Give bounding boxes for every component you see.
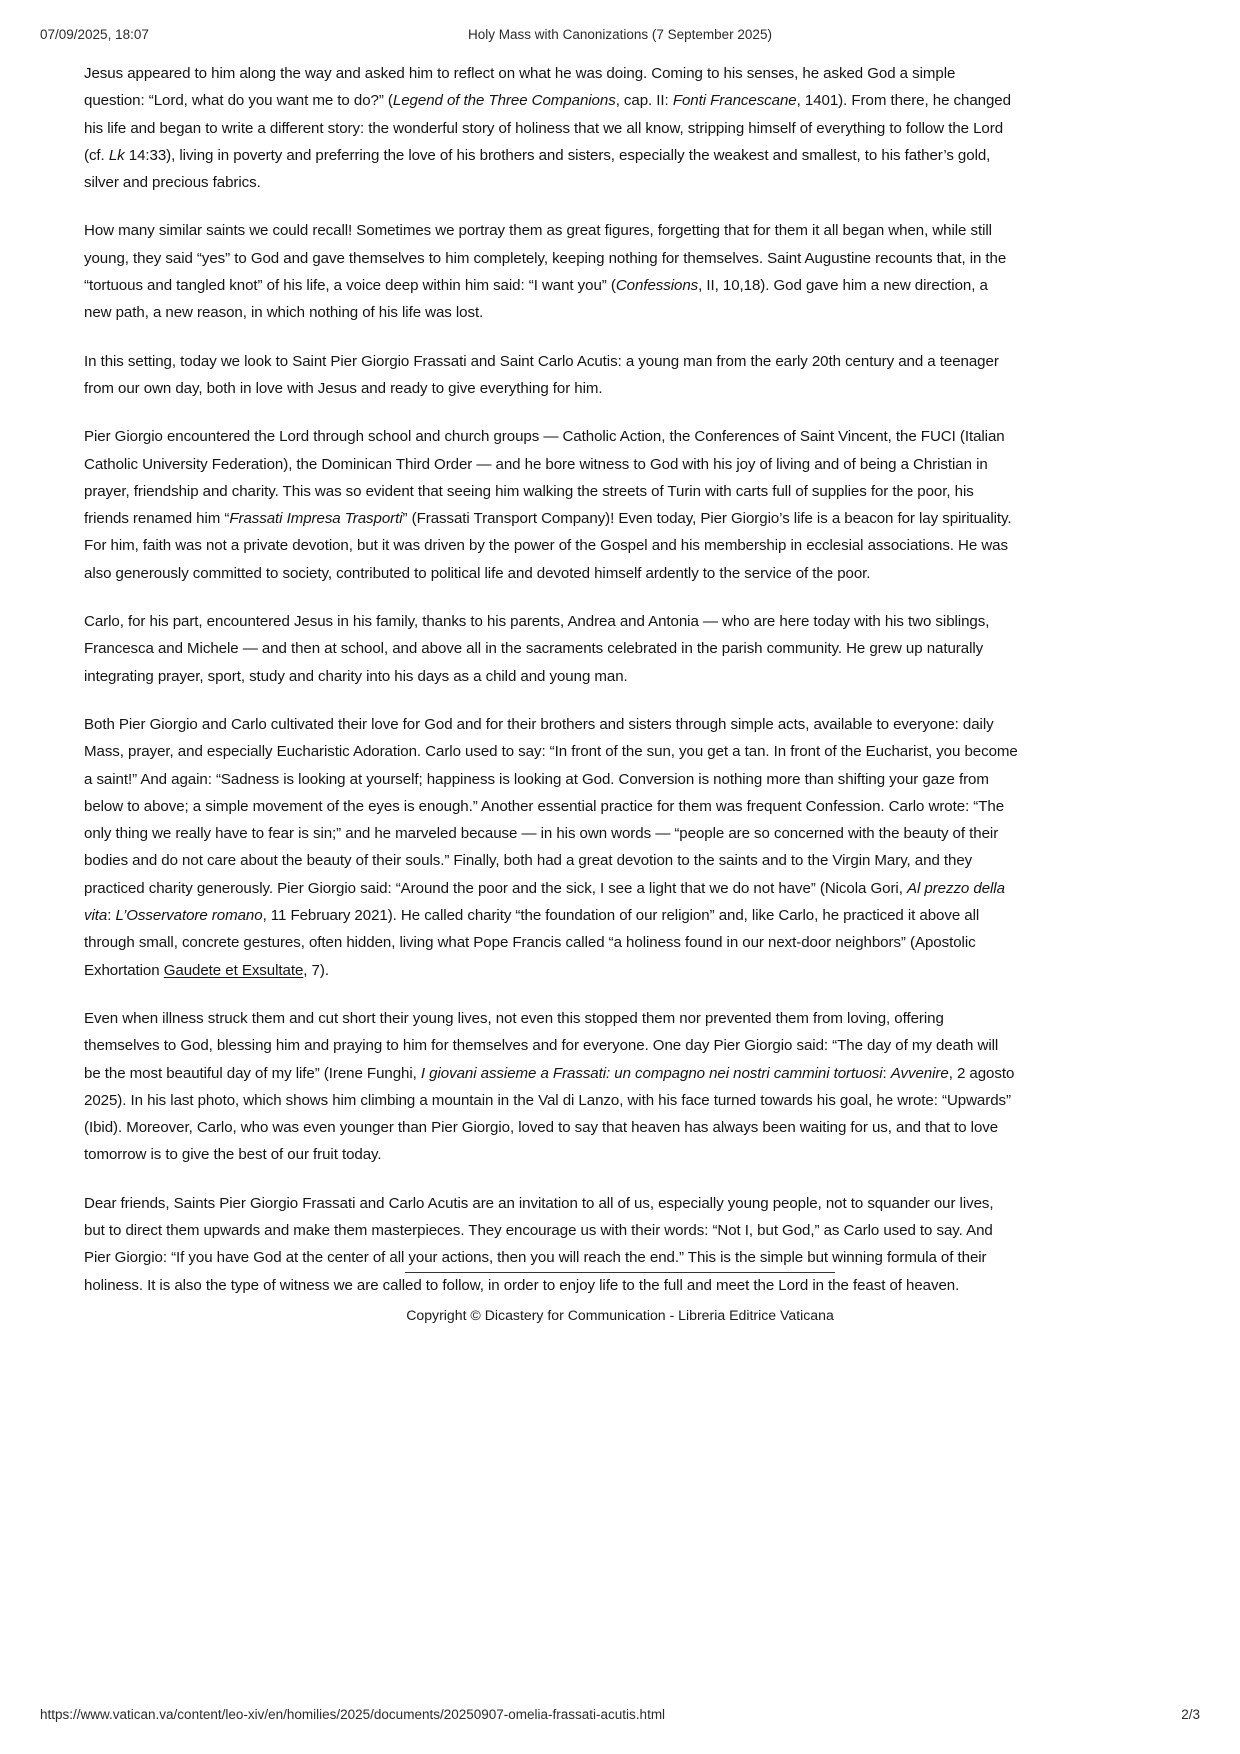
italic-citation: Frassati Impresa Trasporti: [229, 510, 403, 528]
italic-citation: Avvenire: [890, 1064, 949, 1082]
text-run: Pier Giorgio encountered the Lord through school and church groups — Catholic Action, the Conferences of Saint Vincent, the FUCI (Italian Catholic University Federation), the Dominican Third Order — and he bore witness to God with his joy of living and of being a Christian in prayer, friendship and charity. This was so evident that seeing him walking the streets of Turin with carts full of supplies for the poor, his friends renamed him “: [84, 428, 1005, 528]
text-run: How many similar saints we could recall! Sometimes we portray them as great figures, forgetting that for them it all began when, while still young, they said “yes” to God and gave themselves to him completely, keeping nothing for themselves. Saint Augustine recounts that, in the “tortuous and tangled knot” of his life, a voice deep within him said: “I want you” (: [84, 222, 1007, 295]
para-pier-giorgio-encountered: [84, 423, 1018, 587]
italic-citation: Lk: [108, 146, 125, 164]
italic-citation: Fonti Francescane: [672, 92, 797, 110]
footer-divider: [405, 1272, 835, 1273]
text-run: Jesus appeared to him along the way and asked him to reflect on what he was doing. Coming to his senses, he asked God a simple question: “Lord, what do you want me to do?” (: [84, 65, 956, 110]
italic-citation: I giovani assieme a Frassati: un compagno nei nostri cammini tortuosi: [420, 1064, 883, 1082]
text-run: , cap. II:: [615, 92, 673, 110]
document-link[interactable]: Gaudete et Exsultate: [163, 961, 304, 979]
text-run: Both Pier Giorgio and Carlo cultivated their love for God and for their brothers and sisters through simple acts, available to everyone: daily Mass, prayer, and especially Eucharistic Adoration. Carlo used to say: “In front of the sun, you get a tan. In front of the Eucharist, you become a saint!” And again: “Sadness is looking at yourself; happiness is looking at God. Conversion is nothing more than shifting your gaze from below to above; a simple movement of the eyes is enough.” Another essential practice for them was frequent Confession. Carlo wrote: “The only thing we really have to fear is sin;” and he marveled because — in his own words — “people are so concerned with the beauty of their bodies and do not care about the beauty of their souls.” Finally, both had a great devotion to the saints and to the Virgin Mary, and they practiced charity generously. Pier Giorgio said: “Around the poor and the sick, I see a light that we do not have” (Nicola Gori,: [84, 715, 1018, 897]
text-run: , 7).: [303, 961, 329, 979]
para-how-many-saints: [84, 217, 1018, 326]
text-run: Even when illness struck them and cut short their young lives, not even this stopped them nor prevented them from loving, offering themselves to God, blessing him and praying to him for themselves and for everyone. One day Pier Giorgio said: “The day of my death will be the most beautiful day of my life” (Irene Funghi,: [84, 1009, 999, 1082]
print-header: [0, 27, 1240, 47]
italic-citation: Confessions: [615, 277, 699, 295]
italic-citation: L’Osservatore romano: [115, 907, 263, 925]
print-footer-url[interactable]: https://www.vatican.va/content/leo-xiv/en/homilies/2025/documents/20250907-omelia-frassati-acutis.html: [40, 1707, 666, 1722]
print-header-timestamp: 07/09/2025, 18:07: [40, 27, 149, 42]
text-run: , 11 February 2021). He called charity “the foundation of our religion” and, like Carlo, he practiced it above all through small, concrete gestures, often hidden, living what Pope Francis called “a holiness found in our next-door neighbors” (Apostolic Exhortation: [84, 907, 980, 979]
document-body: [84, 60, 1018, 1299]
text-run: Dear friends, Saints Pier Giorgio Frassati and Carlo Acutis are an invitation to all of us, especially young people, not to squander our lives, but to direct them upwards and make them masterpieces. They encourage us with their words: “Not I, but God,” as Carlo used to say. And Pier Giorgio: “If you have God at the center of all your actions, then you will reach the end.” This is the simple but winning formula of their holiness. It is also the type of witness we are called to follow, in order to enjoy life to the full and meet the Lord in the feast of heaven.: [84, 1194, 994, 1294]
para-both-cultivated: [84, 711, 1018, 984]
text-run: ” (Frassati Transport Company)! Even today, Pier Giorgio’s life is a beacon for lay spirituality. For him, faith was not a private devotion, but it was driven by the power of the Gospel and his membership in ecclesial associations. He was also generously committed to society, contributed to political life and devoted himself ardently to the service of the poor.: [84, 510, 1012, 582]
text-run: , II, 10,18). God gave him a new direction, a new path, a new reason, in which nothing of his life was lost.: [84, 277, 988, 322]
text-run: In this setting, today we look to Saint Pier Giorgio Frassati and Saint Carlo Acutis: a young man from the early 20th century and a teenager from our own day, both in love with Jesus and ready to give everything for him.: [84, 352, 999, 397]
para-carlo-for-his-part: [84, 608, 1018, 690]
para-even-when-illness: [84, 1005, 1018, 1169]
copyright-notice: Copyright © Dicastery for Communication - Libreria Editrice Vaticana: [406, 1307, 834, 1323]
print-footer: [0, 1707, 1240, 1727]
text-run: Carlo, for his part, encountered Jesus in his family, thanks to his parents, Andrea and Antonia — who are here today with his two siblings, Francesca and Michele — and then at school, and above all in the sacraments celebrated in the parish community. He grew up naturally integrating prayer, sport, study and charity into his days as a child and young man.: [84, 613, 990, 685]
text-run: , 1401). From there, he changed his life and began to write a different story: the wonderful story of holiness that we all know, stripping himself of everything to follow the Lord (cf.: [84, 92, 1011, 164]
text-run: :: [107, 907, 116, 925]
para-in-this-setting: [84, 348, 1018, 403]
italic-citation: Legend of the Three Companions: [392, 92, 616, 110]
text-run: :: [882, 1064, 891, 1082]
print-footer-page-number: 2/3: [1181, 1707, 1200, 1722]
para-jesus-appeared: [84, 60, 1018, 196]
italic-citation: Al prezzo della vita: [84, 879, 1005, 925]
document-footer: [0, 1272, 1240, 1325]
text-run: , 2 agosto 2025). In his last photo, which shows him climbing a mountain in the Val di Lanzo, with his face turned towards his goal, he wrote: “Upwards” (Ibid). Moreover, Carlo, who was even younger than Pier Giorgio, loved to say that heaven has always been waiting for us, and that to love tomorrow is to give the best of our fruit today.: [84, 1064, 1015, 1164]
text-run: 14:33), living in poverty and preferring the love of his brothers and sisters, especially the weakest and smallest, to his father’s gold, silver and precious fabrics.: [84, 146, 991, 192]
print-header-document-title: Holy Mass with Canonizations (7 September 2025): [468, 27, 772, 42]
